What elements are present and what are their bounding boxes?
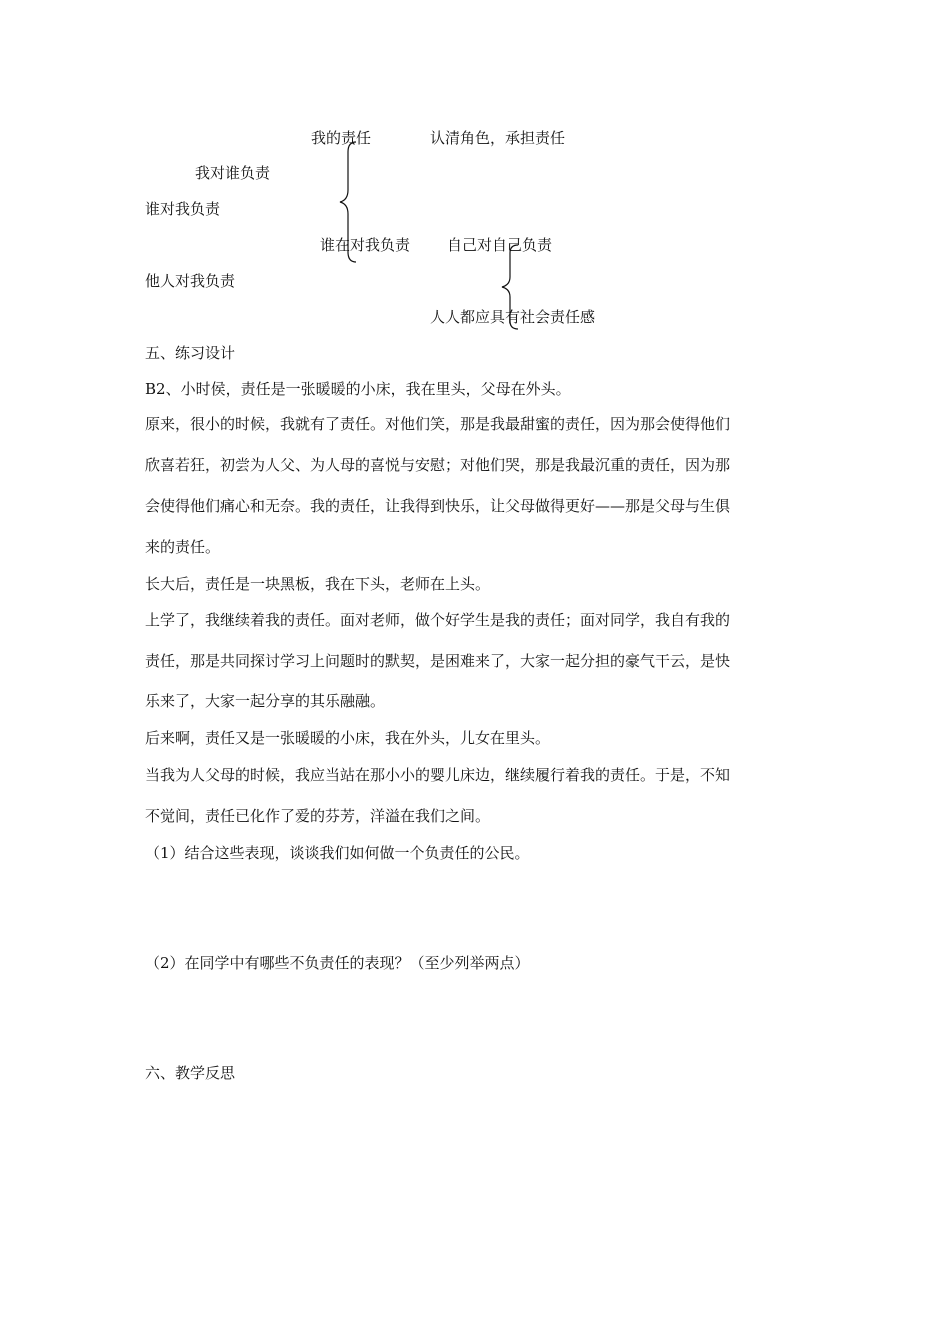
diagram-who-responsible-to-me: 谁对我负责 (145, 200, 221, 218)
diagram-my-responsibility: 我的责任 (311, 129, 372, 147)
section6-heading: 六、教学反思 (145, 1064, 236, 1082)
paragraph-line: 原来，很小的时候，我就有了责任。对他们笑，那是我最甜蜜的责任，因为那会使得他们 (145, 415, 731, 433)
paragraph-line: 欣喜若狂，初尝为人父、为人母的喜悦与安慰；对他们哭，那是我最沉重的责任，因为那 (145, 456, 731, 474)
diagram-everyone-social: 人人都应具有社会责任感 (430, 308, 596, 326)
section5-heading: 五、练习设计 (145, 344, 236, 362)
paragraph-line: 会使得他们痛心和无奈。我的责任，让我得到快乐，让父母做得更好——那是父母与生俱 (145, 497, 731, 515)
paragraph-line: 不觉间，责任已化作了爱的芬芳，洋溢在我们之间。 (145, 807, 491, 825)
diagram-others-responsible-to-me: 他人对我负责 (145, 272, 236, 290)
question-1: （1）结合这些表现，谈谈我们如何做一个负责任的公民。 (145, 844, 530, 862)
diagram-i-responsible-to-whom: 我对谁负责 (195, 164, 271, 182)
paragraph-line: 当我为人父母的时候，我应当站在那小小的婴儿床边，继续履行着我的责任。于是，不知 (145, 766, 731, 784)
left-brace-icon (500, 243, 524, 331)
paragraph-line: 上学了，我继续着我的责任。面对老师，做个好学生是我的责任；面对同学，我自有我的 (145, 611, 731, 629)
left-brace-icon (338, 140, 362, 264)
section5-item-title: B2、小时侯，责任是一张暖暖的小床，我在里头，父母在外头。 (145, 380, 571, 398)
paragraph-line: 责任，那是共同探讨学习上问题时的默契，是困难来了，大家一起分担的豪气干云，是快 (145, 652, 731, 670)
question-2: （2）在同学中有哪些不负责任的表现？（至少列举两点） (145, 954, 530, 972)
diagram-recognize-role: 认清角色，承担责任 (430, 129, 566, 147)
paragraph-line: 长大后，责任是一块黑板，我在下头，老师在上头。 (145, 575, 491, 593)
diagram-who-responsible-to-me-2: 谁在对我负责 (320, 236, 411, 254)
diagram-self-responsible: 自己对自己负责 (447, 236, 553, 254)
paragraph-line: 来的责任。 (145, 538, 221, 556)
paragraph-line: 后来啊，责任又是一张暖暖的小床，我在外头，儿女在里头。 (145, 729, 551, 747)
paragraph-line: 乐来了，大家一起分享的其乐融融。 (145, 692, 386, 710)
